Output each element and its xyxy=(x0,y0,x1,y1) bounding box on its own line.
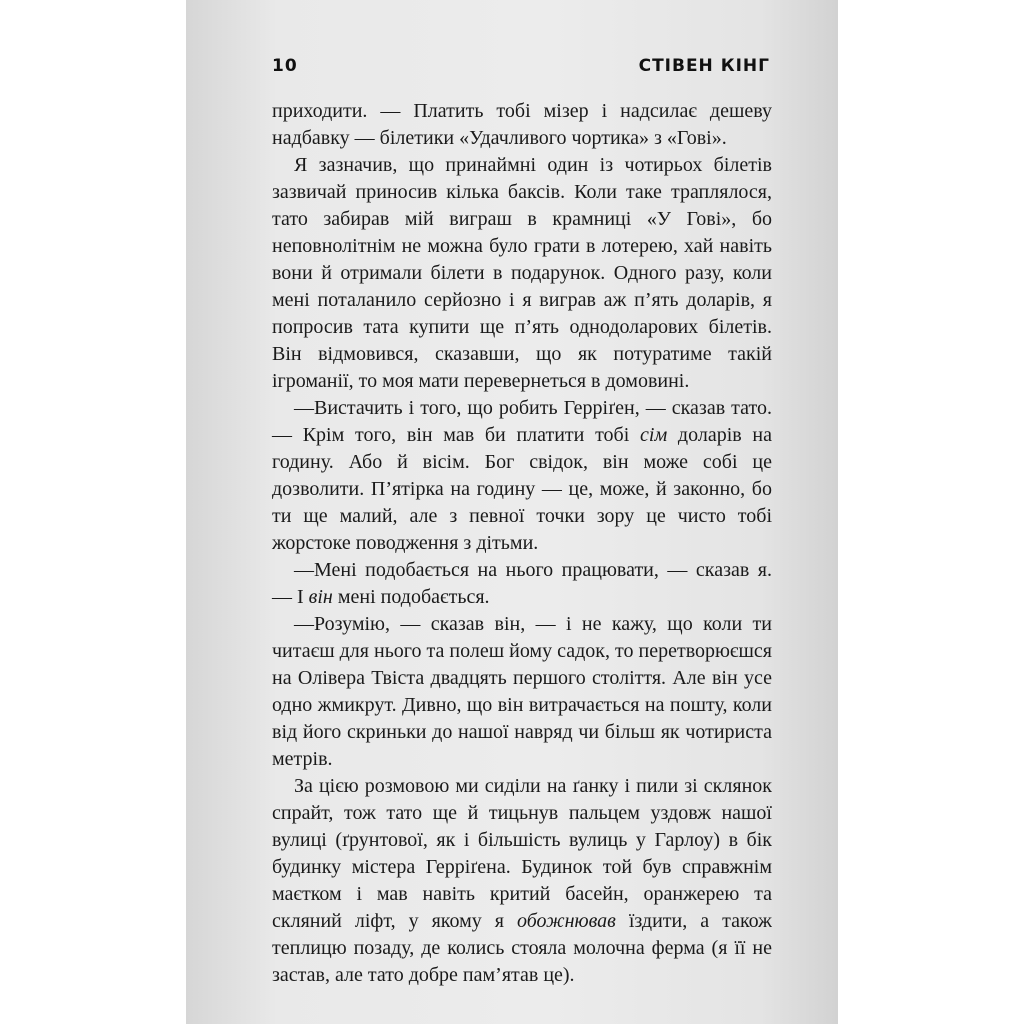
italic-run: він xyxy=(308,586,333,608)
text-run: їздити, а також теплицю позаду, де колись стояла молочна ферма (я її не застав, але тато добре пам’ятав це). xyxy=(272,910,772,986)
paragraph xyxy=(272,395,772,557)
body-text xyxy=(272,98,772,989)
paragraph xyxy=(272,98,772,152)
text-run: —Мені подобається на нього працювати, — сказав я. — І xyxy=(272,559,772,608)
italic-run: обожнював xyxy=(516,910,616,932)
running-title: СТІВЕН КІНГ xyxy=(638,56,770,76)
paragraph xyxy=(272,773,772,989)
paragraph xyxy=(272,611,772,773)
text-run: За цією розмовою ми сиділи на ґанку і пили зі склянок спрайт, тож тато ще й тицьнув пальцем уздовж нашої вулиці (ґрунтової, як і більшість вулиць у Гарлоу) в бік будинку містера Герріґена. Будинок той був справжнім маєтком і мав навіть критий басейн, оранжерею та скляний ліфт, у якому я xyxy=(272,775,772,932)
text-run: Я зазначив, що принаймні один із чотирьох білетів зазвичай приносив кілька баксів. Коли таке траплялося, тато забирав мій виграш в крамниці «У Гові», бо неповнолітнім не можна було грати в лотерею, хай навіть вони й отримали білети в подарунок. Одного разу, коли мені поталанило серйозно і я виграв аж п’ять доларів, я попросив тата купити ще п’ять однодоларових білетів. Він відмовився, сказавши, що як потуратиме такій ігроманії, то моя мати перевернеться в домовині. xyxy=(272,154,772,392)
text-run: —Вистачить і того, що робить Герріґен, — сказав тато. — Крім того, він мав би платити тобі xyxy=(272,397,772,446)
book-page xyxy=(186,0,838,1024)
page-number: 10 xyxy=(272,56,298,76)
italic-run: сім xyxy=(640,424,668,446)
paragraph xyxy=(272,557,772,611)
text-run: доларів на годину. Або й вісім. Бог свідок, він може собі це дозволити. П’ятірка на годину — це, може, й законно, бо ти ще малий, але з певної точки зору це чисто тобі жорстоке поводження з дітьми. xyxy=(272,424,772,554)
text-run: мені подобається. xyxy=(332,586,490,608)
text-run: приходити. — Платить тобі мізер і надсилає дешеву надбавку — білетики «Удачливого чортика» з «Гові». xyxy=(272,100,772,149)
text-run: —Розумію, — сказав він, — і не кажу, що коли ти читаєш для нього та полеш йому садок, то перетворюєшся на Олівера Твіста двадцять першого століття. Але він усе одно жмикрут. Дивно, що він витрачається на пошту, коли від його скриньки до нашої навряд чи більш як чотириста метрів. xyxy=(272,613,772,770)
paragraph xyxy=(272,152,772,395)
running-header xyxy=(272,56,770,82)
